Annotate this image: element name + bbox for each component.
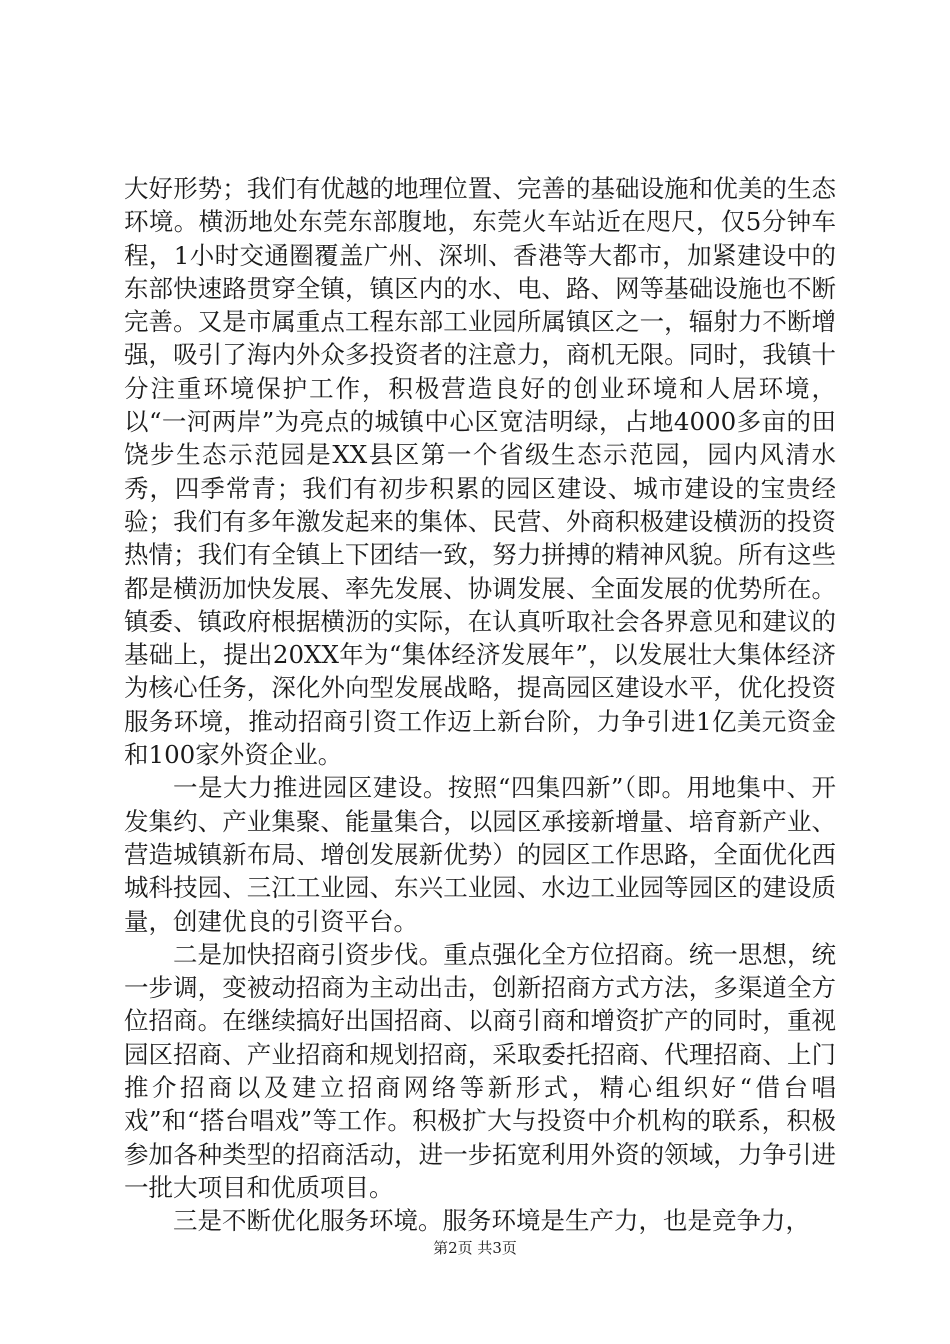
paragraph-park-construction: 一是大力推进园区建设。按照“四集四新”（即。用地集中、开发集约、产业集聚、能量集合，以园区承接新增量、培育新产业、营造城镇新布局、增创发展新优势）的园区工作思路，全面优化西城科技园、三江工业园、东兴工业园、水边工业园等园区的建设质量，创建优良的引资平台。	[124, 773, 836, 936]
paragraph-service-environment: 三是不断优化服务环境。服务环境是生产力，也是竞争力，	[173, 1206, 810, 1236]
paragraph-investment-attraction: 二是加快招商引资步伐。重点强化全方位招商。统一思想，统一步调，变被动招商为主动出击，创新招商方式方法，多渠道全方位招商。在继续搞好出国招商、以商引商和增资扩产的同时，重视园区招商、产业招商和规划招商，采取委托招商、代理招商、上门推介招商以及建立招商网络等新形式，精心组织好“借台唱戏”和“搭台唱戏”等工作。积极扩大与投资中介机构的联系，积极参加各种类型的招商活动，进一步拓宽利用外资的领域，力争引进一批大项目和优质项目。	[124, 939, 836, 1202]
paragraph-continuation: 大好形势；我们有优越的地理位置、完善的基础设施和优美的生态环境。横沥地处东莞东部腹地，东莞火车站近在咫尺，仅5分钟车程，1小时交通圈覆盖广州、深圳、香港等大都市，加紧建设中的东部快速路贯穿全镇，镇区内的水、电、路、网等基础设施也不断完善。又是市属重点工程东部工业园所属镇区之一，辐射力不断增强，吸引了海内外众多投资者的注意力，商机无限。同时，我镇十分注重环境保护工作，积极营造良好的创业环境和人居环境，以“一河两岸”为亮点的城镇中心区宽洁明绿，占地4000多亩的田饶步生态示范园是XX县区第一个省级生态示范园，园内风清水秀，四季常青；我们有初步积累的园区建设、城市建设的宝贵经验；我们有多年激发起来的集体、民营、外商积极建设横沥的投资热情；我们有全镇上下团结一致，努力拼搏的精神风貌。所有这些都是横沥加快发展、率先发展、协调发展、全面发展的优势所在。镇委、镇政府根据横沥的实际，在认真听取社会各界意见和建议的基础上，提出20XX年为“集体经济发展年”，以发展壮大集体经济为核心任务，深化外向型发展战略，提高园区建设水平，优化投资服务环境，推动招商引资工作迈上新台阶，力争引进1亿美元资金和100家外资企业。	[124, 174, 836, 770]
document-body	[124, 172, 836, 1238]
page-footer: 第2页 共3页	[433, 1239, 517, 1257]
